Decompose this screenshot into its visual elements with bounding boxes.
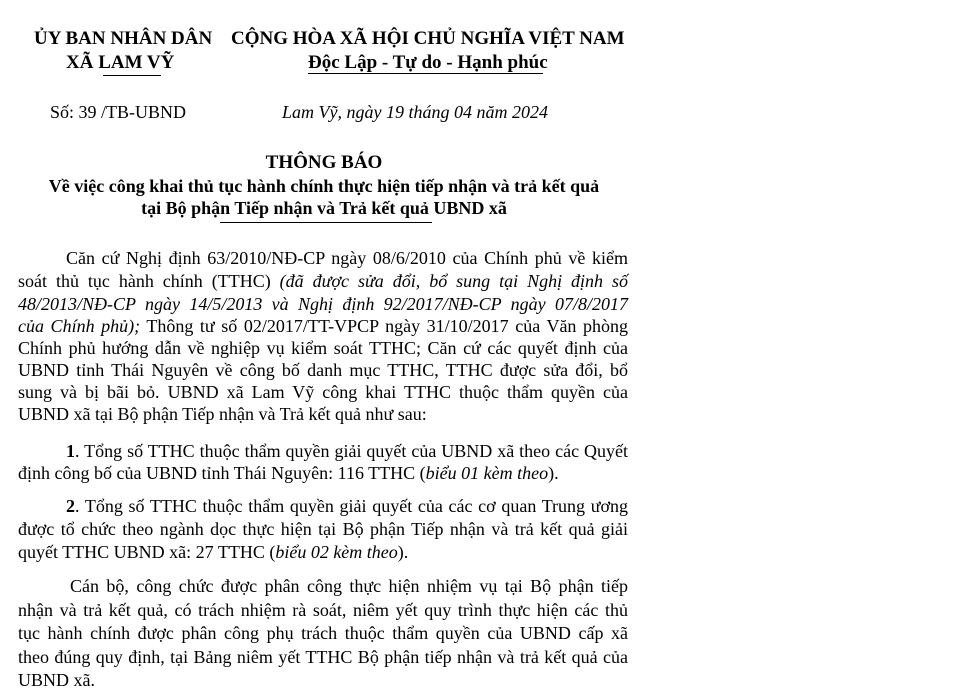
item-2-line-2: được tổ chức theo ngành dọc thực hiện tại Bộ phận Tiếp nhận và trả kết quả giải — [18, 519, 628, 539]
intro-line-7: sung và bị bãi bỏ. UBND xã Lam Vỹ công khai TTHC thuộc thẩm quyền của — [18, 382, 628, 402]
intro-line-4-text: Thông tư số 02/2017/TT-VPCP ngày 31/10/2017 của Văn phòng — [140, 316, 628, 336]
closing-line-3: tục hành chính được phân công phụ trách thuộc thẩm quyền của UBND cấp xã — [18, 623, 628, 643]
item-2-line-3-end: ). — [397, 542, 409, 562]
national-title: CỘNG HÒA XÃ HỘI CHỦ NGHĨA VIỆT NAM — [231, 28, 625, 49]
intro-line-3: 48/2013/NĐ-CP ngày 14/5/2013 và Nghị định 92/2017/NĐ-CP ngày 07/8/2017 — [18, 294, 628, 314]
org-underline — [103, 75, 161, 76]
document-number: Số: 39 /TB-UBND — [50, 102, 187, 122]
document-subtitle-line2: tại Bộ phận Tiếp nhận và Trả kết quả UBND xã — [141, 198, 507, 218]
place-and-date: Lam Vỹ, ngày 19 tháng 04 năm 2024 — [282, 102, 548, 122]
item-2-line-3-text: quyết TTHC UBND xã: 27 TTHC ( — [18, 542, 276, 562]
closing-line-1: Cán bộ, công chức được phân công thực hiện nhiệm vụ tại Bộ phận tiếp — [70, 576, 628, 596]
intro-line-2 — [18, 270, 628, 292]
national-motto: Độc Lập - Tự do - Hạnh phúc — [308, 52, 548, 73]
closing-line-2: nhận và trả kết quả, có trách nhiệm rà soát, niêm yết quy trình thực hiện các thủ — [18, 600, 628, 620]
item-2-line-1 — [66, 495, 628, 517]
intro-line-6: UBND tỉnh Thái Nguyên về công bố danh mục TTHC, TTHC được sửa đổi, bổ — [18, 360, 628, 380]
item-1-text: . Tổng số TTHC thuộc thẩm quyền giải quyết của UBND xã theo các Quyết — [75, 441, 628, 461]
item-2-number: 2 — [66, 496, 75, 516]
intro-line-1: Căn cứ Nghị định 63/2010/NĐ-CP ngày 08/6/2010 của Chính phủ về kiểm — [66, 248, 628, 268]
motto-underline — [308, 73, 543, 74]
intro-line-5: Chính phủ hướng dẫn về nghiệp vụ kiểm soát TTHC; Căn cứ các quyết định của — [18, 338, 628, 358]
closing-line-5: UBND xã. — [18, 670, 95, 690]
intro-line-4-italic: của Chính phủ); — [18, 316, 141, 336]
issuing-org-name: ỦY BAN NHÂN DÂN — [34, 28, 213, 49]
item-1-line-2-end: ). — [548, 463, 559, 483]
item-1-line-2-text: định công bố của UBND tỉnh Thái Nguyên: 116 TTHC ( — [18, 463, 426, 483]
item-2-text: . Tổng số TTHC thuộc thẩm quyền giải quyết của các cơ quan Trung ương — [75, 496, 628, 516]
title-underline — [220, 222, 432, 223]
document-title: THÔNG BÁO — [265, 152, 383, 173]
closing-line-4: theo đúng quy định, tại Bảng niêm yết TTHC Bộ phận tiếp nhận và trả kết quả của — [18, 647, 628, 667]
item-1-number: 1 — [66, 441, 75, 461]
item-2-appendix-ref: biểu 02 kèm theo — [275, 542, 398, 562]
item-2-line-3 — [18, 541, 408, 563]
issuing-org-commune: XÃ LAM VỸ — [66, 52, 175, 73]
intro-line-8: UBND xã tại Bộ phận Tiếp nhận và Trả kết quả như sau: — [18, 404, 427, 424]
item-1-appendix-ref: biểu 01 kèm theo — [425, 463, 549, 483]
item-1-line-1 — [66, 440, 628, 462]
intro-line-2-italic: (đã được sửa đổi, bổ sung tại Nghị định số — [279, 271, 628, 291]
document-subtitle-line1: Về việc công khai thủ tục hành chính thực hiện tiếp nhận và trả kết quả — [48, 176, 600, 196]
item-1-line-2 — [18, 462, 559, 484]
intro-line-4 — [18, 315, 628, 337]
intro-line-2-text: soát thủ tục hành chính (TTHC) — [18, 271, 280, 291]
